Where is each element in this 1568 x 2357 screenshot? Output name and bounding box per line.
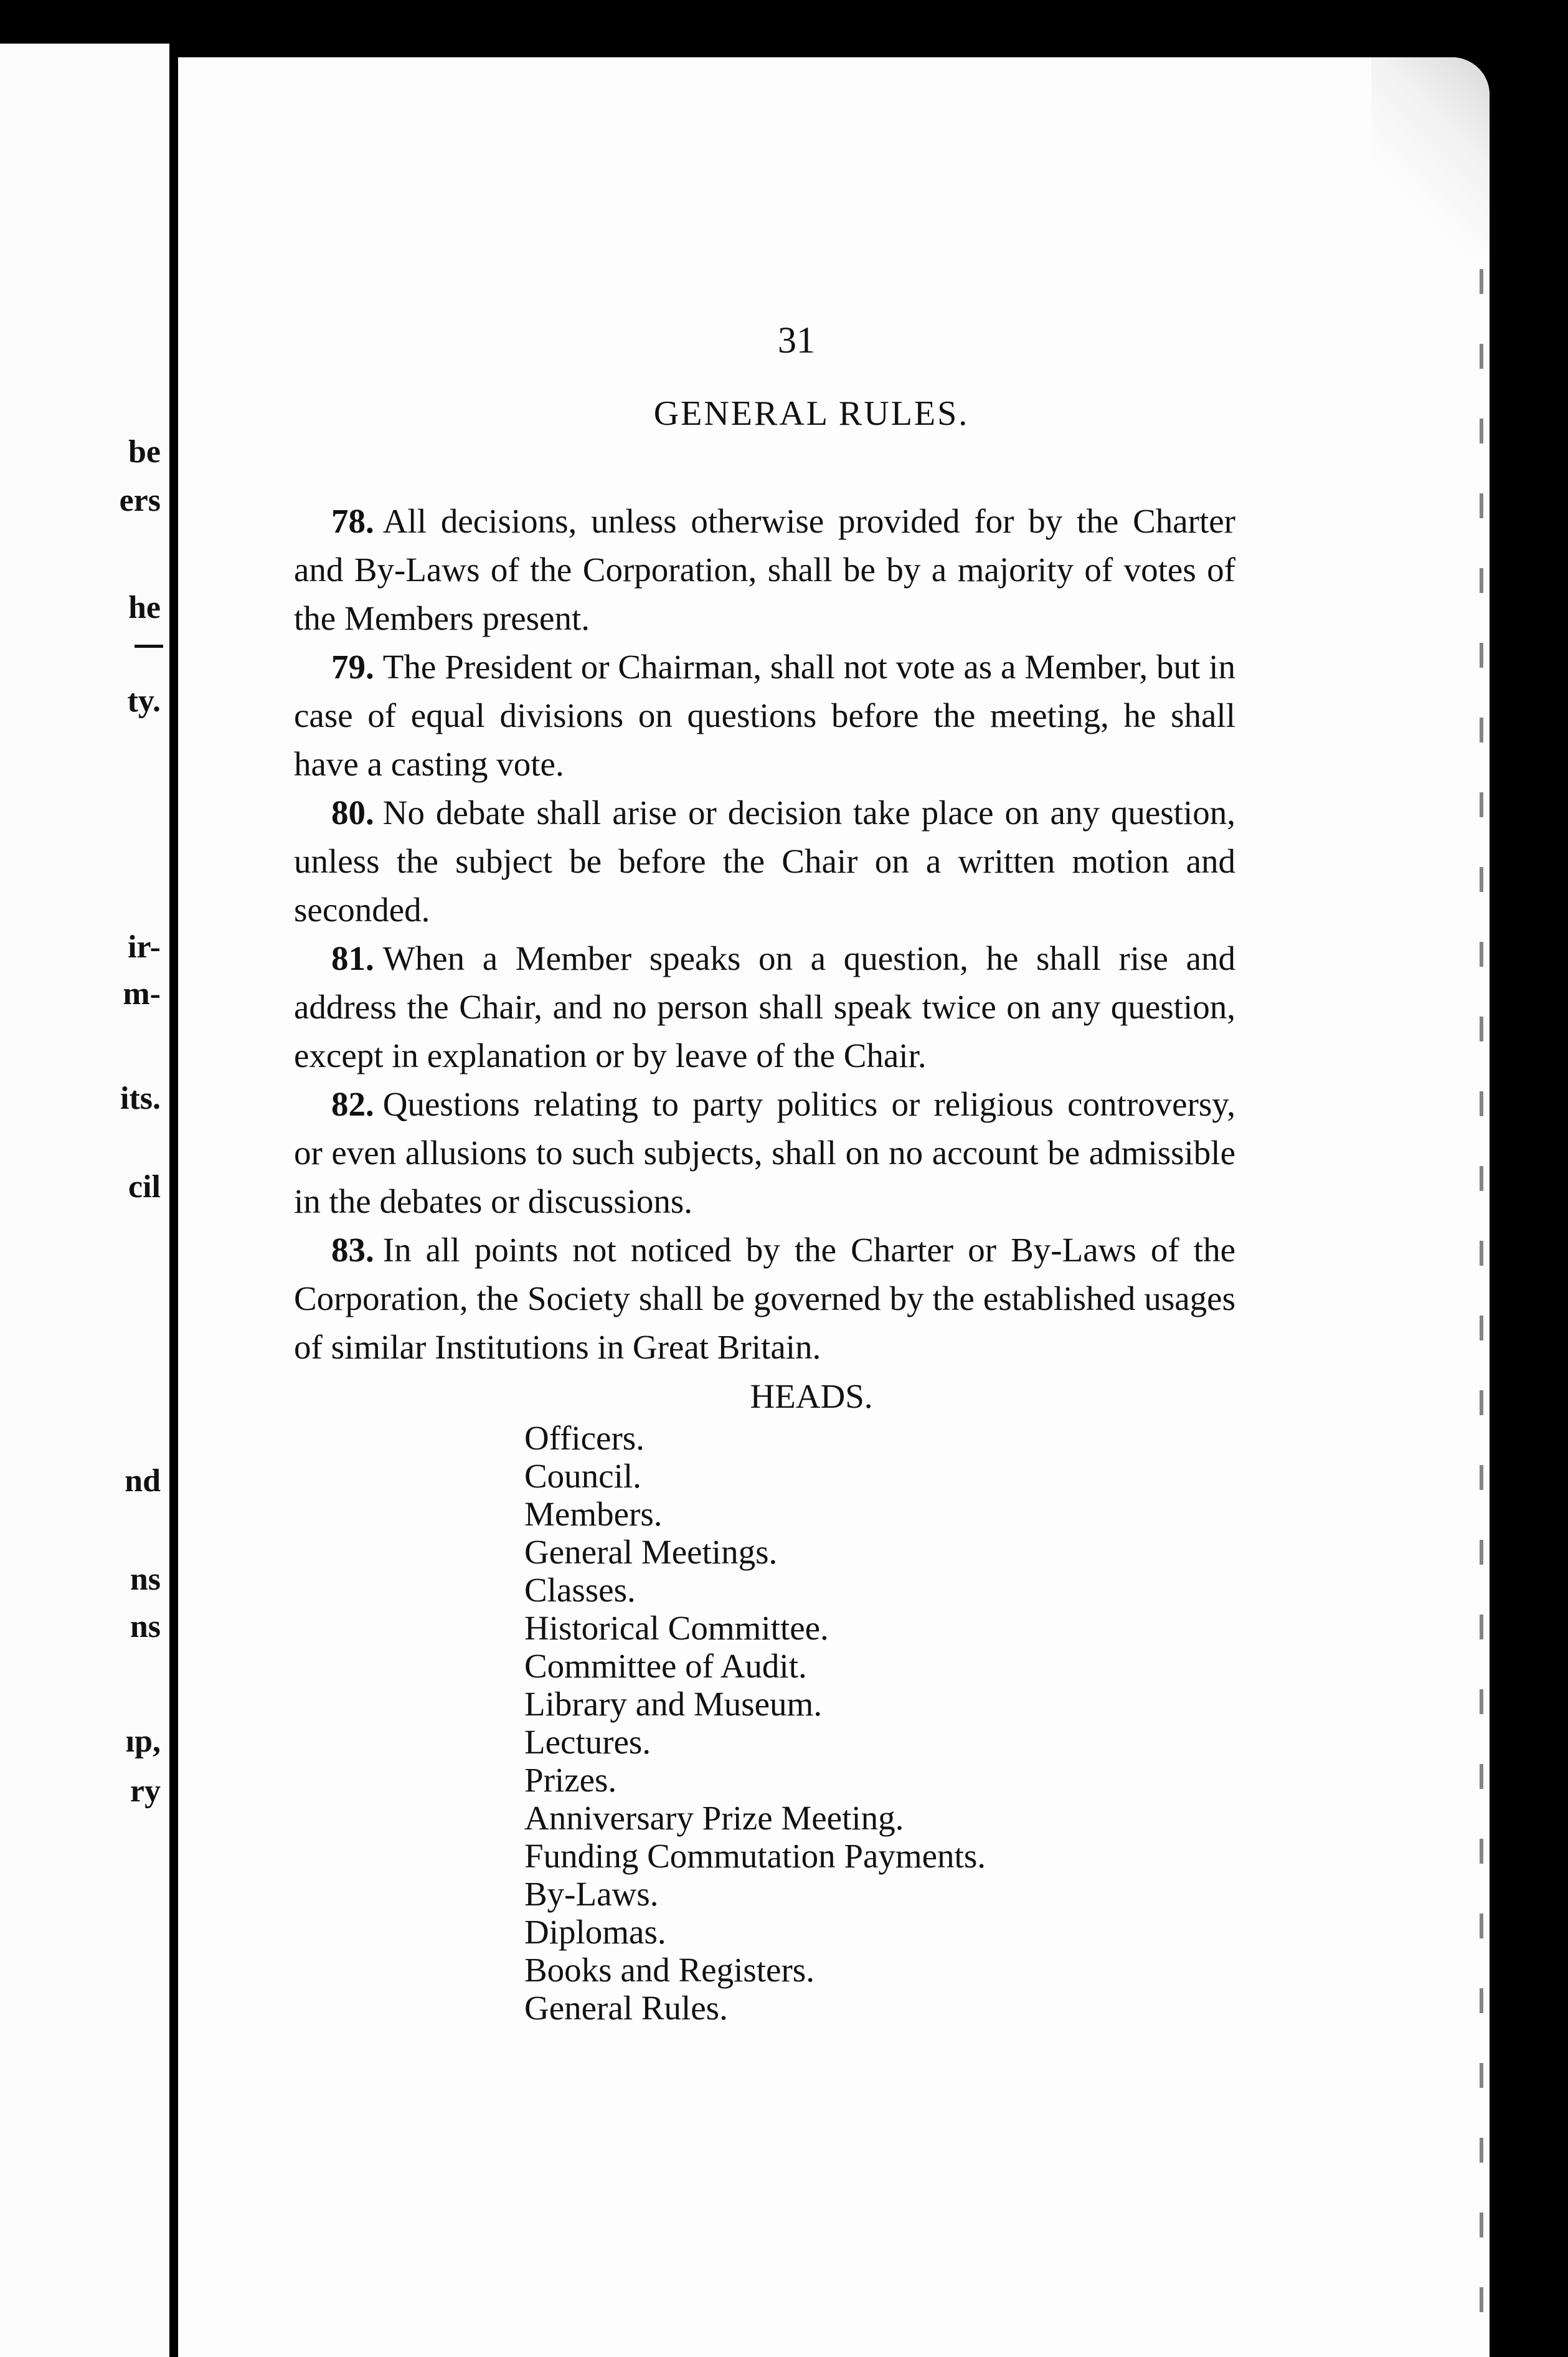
- left-page-margin: [0, 44, 169, 2357]
- heads-item: Lectures.: [524, 1723, 651, 1761]
- heads-item: Anniversary Prize Meeting.: [524, 1799, 904, 1837]
- left-page-fragment: ry: [130, 1773, 161, 1809]
- rules-list: [294, 497, 1235, 1372]
- left-page-fragment: ıp,: [125, 1724, 161, 1759]
- left-page-fragment: be: [128, 434, 161, 470]
- heads-item: By-Laws.: [524, 1875, 659, 1913]
- left-page-fragment: ns: [130, 1609, 161, 1644]
- heads-title: HEADS.: [750, 1377, 873, 1415]
- heads-item: Members.: [524, 1495, 663, 1533]
- heads-item: Council.: [524, 1457, 641, 1495]
- section-title: GENERAL RULES.: [653, 394, 970, 433]
- heads-item: Diplomas.: [524, 1913, 666, 1951]
- rule-text: When a Member speaks on a question, he shall rise and address the Chair, and no person shall speak twice on any question, except in explanation or by leave of the Chair.: [294, 939, 1235, 1074]
- left-page-fragment: ty.: [127, 683, 161, 719]
- rule-text: In all points not noticed by the Charter or By-Laws of the Corporation, the Society shall be governed by the established usages of similar Institutions in Great Britain.: [294, 1231, 1235, 1366]
- heads-item: Classes.: [524, 1571, 636, 1609]
- rule-text: No debate shall arise or decision take place on any question, unless the subject be before the Chair on a written motion and seconded.: [294, 794, 1235, 929]
- rule-83: [294, 1226, 1235, 1372]
- rule-number: 79.: [331, 648, 374, 686]
- rule-79: [294, 643, 1235, 789]
- heads-item: Prizes.: [524, 1761, 617, 1799]
- rule-82: [294, 1080, 1235, 1226]
- rule-number: 78.: [331, 502, 374, 540]
- page-corner-fold: [1371, 57, 1490, 257]
- heads-item: Funding Commutation Payments.: [524, 1837, 986, 1875]
- rule-81: [294, 934, 1235, 1080]
- left-page-fragment: ir-: [128, 929, 161, 965]
- page-edge-wear: [1480, 269, 1483, 2350]
- rule-78: [294, 497, 1235, 643]
- left-page-fragment: he: [128, 590, 161, 625]
- book-page: [178, 57, 1490, 2357]
- rule-80: [294, 789, 1235, 934]
- left-page-fragment: ns: [130, 1562, 161, 1597]
- rule-text: The President or Chairman, shall not vote as a Member, but in case of equal divisions on questions before the meeting, he shall have a casting vote.: [294, 648, 1235, 783]
- rule-number: 82.: [331, 1085, 374, 1123]
- left-page-fragment: nd: [125, 1463, 161, 1499]
- left-page-fragment: m-: [123, 976, 161, 1012]
- page-number: 31: [778, 320, 815, 361]
- heads-item: Historical Committee.: [524, 1609, 829, 1647]
- heads-list: [524, 1419, 986, 2027]
- heads-item: Committee of Audit.: [524, 1647, 807, 1685]
- heads-item: General Meetings.: [524, 1533, 778, 1571]
- left-page-fragment: cil: [128, 1169, 161, 1205]
- heads-item: Officers.: [524, 1419, 645, 1457]
- rule-text: All decisions, unless otherwise provided for by the Charter and By-Laws of the Corporation, shall be by a majority of votes of the Members present.: [294, 502, 1235, 637]
- rule-number: 83.: [331, 1231, 374, 1269]
- heads-item: Books and Registers.: [524, 1951, 815, 1989]
- left-page-dash: [135, 645, 163, 648]
- left-page-fragment: ers: [119, 483, 161, 518]
- left-page-fragment: its.: [120, 1081, 161, 1116]
- rule-number: 80.: [331, 794, 374, 832]
- heads-item: Library and Museum.: [524, 1685, 823, 1723]
- heads-item: General Rules.: [524, 1989, 728, 2027]
- rule-number: 81.: [331, 939, 374, 977]
- rule-text: Questions relating to party politics or religious controversy, or even allusions to such subjects, shall on no account be admissible in the debates or discussions.: [294, 1085, 1235, 1220]
